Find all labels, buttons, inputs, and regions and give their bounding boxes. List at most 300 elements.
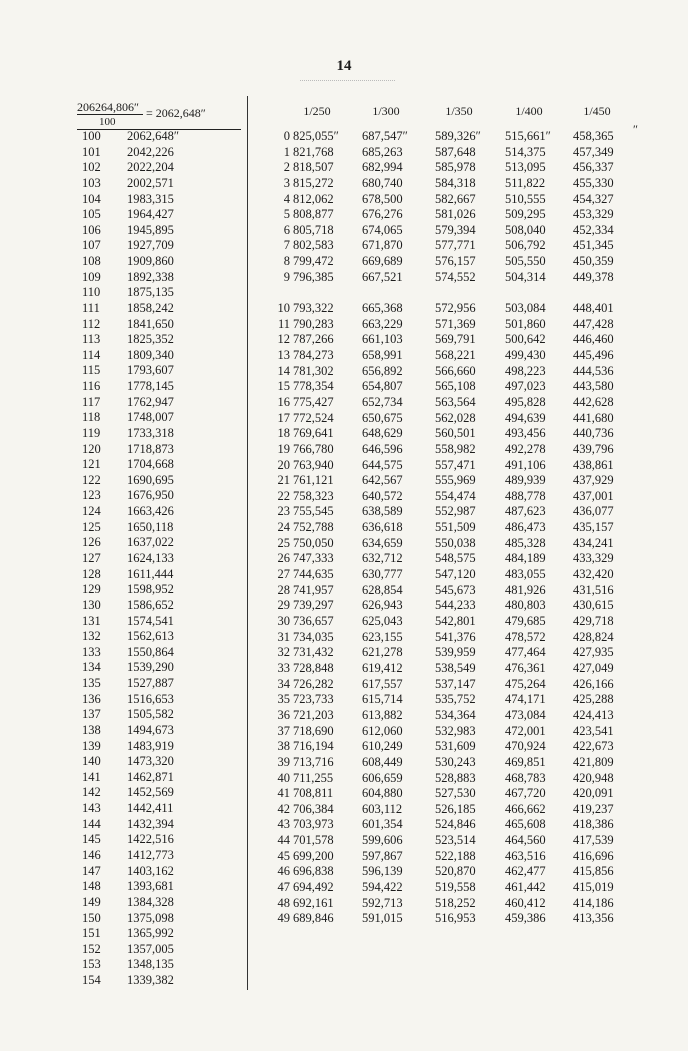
value-1-400: 501,860 [505, 316, 546, 331]
value-1-300: 594,422 [362, 880, 403, 894]
row-argument: 144 [82, 816, 101, 831]
divisor-result: = 2062,648″ [146, 106, 206, 120]
value-1-300: 676,276 [362, 207, 403, 222]
value-1-350: 538,549 [435, 660, 476, 675]
value-1-250: 787,266 [293, 332, 334, 347]
row-index: 35 [277, 692, 290, 707]
value-1-300: 667,521 [362, 269, 403, 284]
row-value: 1539,290 [127, 660, 174, 675]
value-1-400: 480,803 [505, 598, 546, 613]
row-index: 5 [283, 207, 290, 222]
value-1-350: 587,648 [435, 144, 476, 159]
value-1-300: 599,606 [362, 833, 403, 848]
row-argument: 149 [82, 894, 101, 909]
value-1-300: 669,689 [362, 254, 403, 269]
value-1-450: 427,935 [573, 645, 614, 660]
value-1-300: 608,449 [362, 754, 403, 769]
value-1-350: 577,771 [435, 238, 476, 253]
row-index: 36 [277, 707, 290, 722]
row-value: 1574,541 [127, 613, 174, 628]
value-1-400: 491,106 [505, 457, 546, 472]
column-header-5: 1/450 [583, 104, 611, 118]
row-argument: 117 [82, 394, 101, 409]
value-1-450: 429,718 [573, 614, 614, 629]
row-value: 1704,668 [127, 457, 174, 472]
row-argument: 127 [82, 551, 101, 565]
row-index: 30 [277, 614, 290, 629]
value-1-450: 435,157 [573, 520, 614, 535]
value-1-400: 475,264 [505, 676, 546, 691]
value-1-350: 563,564 [435, 394, 476, 409]
value-1-250: 755,545 [293, 504, 334, 519]
value-1-450: 432,420 [573, 567, 614, 581]
value-1-450: 415,856 [573, 864, 614, 879]
value-1-400: 474,171 [505, 692, 546, 707]
row-argument: 111 [82, 300, 100, 315]
value-1-250: 805,718 [293, 222, 334, 237]
row-argument: 136 [82, 691, 101, 706]
value-1-350: 528,883 [435, 770, 476, 785]
row-value: 1690,695 [127, 472, 174, 487]
row-argument: 122 [82, 472, 101, 487]
value-1-400: 481,926 [505, 582, 546, 597]
value-1-400: 479,685 [505, 614, 546, 629]
value-1-450: 448,401 [573, 301, 614, 316]
value-1-300: 625,043 [362, 614, 403, 629]
row-argument: 103 [82, 175, 101, 190]
value-1-350: 572,956 [435, 301, 476, 316]
value-1-400: 506,792 [505, 238, 546, 253]
value-1-450: 413,356 [573, 911, 614, 926]
seconds-mark: ″ [633, 122, 638, 136]
value-1-350: 544,233 [435, 598, 476, 613]
value-1-350: 557,471 [435, 457, 476, 472]
row-argument: 110 [82, 285, 101, 300]
row-index: 34 [277, 676, 290, 691]
row-argument: 128 [82, 566, 101, 581]
row-value: 1375,098 [127, 910, 174, 925]
value-1-300: 613,882 [362, 707, 403, 722]
value-1-400: 505,550 [505, 254, 546, 269]
value-1-400: 510,555 [505, 191, 546, 206]
value-1-350: 537,147 [435, 676, 476, 691]
value-1-300: 597,867 [362, 848, 403, 863]
row-argument: 108 [82, 254, 101, 269]
row-argument: 118 [82, 410, 101, 425]
row-index: 16 [277, 394, 290, 409]
value-1-350: 535,752 [435, 692, 476, 707]
value-1-400: 499,430 [505, 347, 546, 362]
value-1-450: 420,091 [573, 786, 614, 801]
page-number: 14 [336, 58, 352, 74]
value-1-250: 772,524 [293, 410, 334, 425]
value-1-450: 438,861 [573, 457, 614, 472]
column-separator [247, 96, 248, 990]
value-1-350: 574,552 [435, 269, 476, 284]
value-1-400: 465,608 [505, 817, 546, 832]
value-1-250: 726,282 [293, 676, 334, 691]
row-value: 2042,226 [127, 144, 174, 159]
row-value: 1945,895 [127, 222, 174, 237]
value-1-250: 790,283 [293, 316, 334, 331]
value-1-400: 463,516 [505, 848, 546, 863]
row-index: 43 [277, 817, 290, 832]
row-argument: 139 [82, 738, 101, 753]
value-1-450: 457,349 [573, 144, 614, 159]
row-value: 1964,427 [127, 207, 174, 222]
value-1-450: 458,365 [573, 129, 614, 143]
row-index: 48 [277, 895, 290, 910]
value-1-350: 531,609 [435, 739, 476, 754]
value-1-250: 716,194 [293, 739, 334, 754]
value-1-300: 656,892 [362, 363, 403, 378]
row-index: 26 [277, 551, 290, 566]
value-1-250: 802,583 [293, 238, 334, 253]
row-argument: 112 [82, 316, 101, 331]
value-1-450: 451,345 [573, 238, 614, 253]
value-1-450: 447,428 [573, 316, 614, 331]
value-1-250: 689,846 [293, 911, 334, 926]
value-1-350: 569,791 [435, 332, 476, 347]
row-argument: 116 [82, 379, 101, 394]
value-1-350: 568,221 [435, 347, 476, 362]
value-1-400: 509,295 [505, 207, 546, 222]
value-1-400: 513,095 [505, 160, 546, 175]
value-1-350: 585,978 [435, 160, 476, 175]
row-value: 2002,571 [127, 175, 174, 190]
row-index: 8 [283, 254, 290, 269]
row-value: 1494,673 [127, 722, 174, 737]
value-1-300: 610,249 [362, 739, 403, 754]
row-argument: 133 [82, 644, 101, 659]
row-argument: 129 [82, 582, 101, 597]
fraction-bar [77, 114, 143, 115]
row-index: 23 [277, 504, 290, 519]
value-1-250: 739,297 [293, 598, 334, 613]
value-1-300: 619,412 [362, 660, 403, 675]
row-value: 1357,005 [127, 941, 174, 956]
row-index: 27 [277, 567, 290, 581]
value-1-400: 478,572 [505, 629, 546, 644]
row-index: 18 [277, 426, 290, 441]
row-index: 7 [283, 238, 290, 253]
value-1-300: 661,103 [362, 332, 403, 347]
value-1-400: 515,661″ [505, 129, 551, 143]
value-1-250: 799,472 [293, 254, 334, 269]
row-value: 1733,318 [127, 425, 174, 440]
row-argument: 142 [82, 785, 101, 800]
row-value: 1365,992 [127, 926, 174, 941]
value-1-350: 589,326″ [435, 129, 481, 143]
value-1-400: 485,328 [505, 535, 546, 550]
value-1-400: 494,639 [505, 410, 546, 425]
value-1-350: 571,369 [435, 316, 476, 331]
column-header-2: 1/300 [372, 104, 400, 118]
value-1-250: 699,200 [293, 848, 334, 863]
value-1-250: 815,272 [293, 175, 334, 190]
value-1-250: 721,203 [293, 707, 334, 722]
column-header-3: 1/350 [445, 104, 473, 118]
row-value: 1762,947 [127, 394, 174, 409]
value-1-300: 603,112 [362, 801, 403, 816]
value-1-300: 638,589 [362, 504, 403, 519]
row-index: 32 [277, 645, 290, 660]
value-1-400: 493,456 [505, 426, 546, 441]
row-argument: 114 [82, 347, 101, 362]
row-argument: 141 [82, 769, 101, 784]
value-1-250: 747,333 [293, 551, 334, 566]
value-1-450: 422,673 [573, 739, 614, 754]
value-1-450: 426,166 [573, 676, 614, 691]
row-value: 1586,652 [127, 597, 174, 612]
value-1-250: 821,768 [293, 144, 334, 159]
row-value: 1339,382 [127, 973, 174, 988]
value-1-400: 464,560 [505, 833, 546, 848]
row-argument: 131 [82, 613, 101, 628]
row-value: 1909,860 [127, 254, 174, 269]
value-1-350: 520,870 [435, 864, 476, 879]
value-1-250: 781,302 [293, 363, 334, 378]
value-1-250: 750,050 [293, 535, 334, 550]
row-value: 1676,950 [127, 488, 174, 503]
value-1-250: 708,811 [293, 786, 334, 801]
row-argument: 120 [82, 441, 101, 456]
divisor-numerator: 206264,806″ [77, 100, 139, 114]
value-1-350: 545,673 [435, 582, 476, 597]
row-index: 28 [277, 582, 290, 597]
value-1-300: 680,740 [362, 175, 403, 190]
row-value: 1550,864 [127, 644, 174, 659]
value-1-300: 678,500 [362, 191, 403, 206]
row-argument: 105 [82, 207, 101, 222]
value-1-300: 640,572 [362, 488, 403, 503]
value-1-250: 741,957 [293, 582, 334, 597]
row-index: 22 [277, 488, 290, 503]
row-index: 49 [277, 911, 290, 926]
value-1-300: 621,278 [362, 645, 403, 660]
row-argument: 102 [82, 160, 101, 175]
value-1-300: 648,629 [362, 426, 403, 441]
value-1-300: 623,155 [362, 629, 403, 644]
row-value: 2022,204 [127, 160, 174, 175]
row-index: 33 [277, 660, 290, 675]
value-1-250: 692,161 [293, 895, 334, 910]
value-1-250: 763,940 [293, 457, 334, 472]
value-1-400: 476,361 [505, 660, 546, 675]
value-1-300: 642,567 [362, 473, 403, 488]
value-1-250: 784,273 [293, 347, 334, 362]
row-index: 2 [283, 160, 290, 175]
value-1-400: 497,023 [505, 379, 546, 394]
value-1-400: 461,442 [505, 880, 546, 894]
divider [300, 80, 395, 81]
value-1-300: 650,675 [362, 410, 403, 425]
column-header-4: 1/400 [515, 104, 543, 118]
value-1-450: 445,496 [573, 347, 614, 362]
row-argument: 113 [82, 332, 101, 347]
value-1-250: 796,385 [293, 269, 334, 284]
value-1-400: 469,851 [505, 754, 546, 769]
value-1-400: 466,662 [505, 801, 546, 816]
row-value: 1384,328 [127, 894, 174, 909]
value-1-300: 652,734 [362, 394, 403, 409]
row-value: 1432,394 [127, 816, 174, 831]
row-value: 1483,919 [127, 738, 174, 753]
value-1-400: 484,189 [505, 551, 546, 566]
value-1-250: 808,877 [293, 207, 334, 222]
value-1-400: 468,783 [505, 770, 546, 785]
value-1-350: 524,846 [435, 817, 476, 832]
row-argument: 152 [82, 941, 101, 956]
value-1-350: 554,474 [435, 488, 476, 503]
value-1-350: 519,558 [435, 880, 476, 894]
row-index: 38 [277, 739, 290, 754]
row-argument: 151 [82, 926, 101, 941]
row-value: 1637,022 [127, 535, 174, 550]
row-value: 1452,569 [127, 785, 174, 800]
row-index: 25 [277, 535, 290, 550]
value-1-300: 615,714 [362, 692, 403, 707]
row-index: 9 [283, 269, 290, 284]
value-1-300: 687,547″ [362, 129, 408, 143]
row-value: 1650,118 [127, 519, 174, 534]
value-1-450: 415,019 [573, 880, 614, 894]
row-argument: 107 [82, 238, 101, 253]
value-1-450: 441,680 [573, 410, 614, 425]
value-1-400: 472,001 [505, 723, 546, 738]
value-1-250: 752,788 [293, 520, 334, 535]
row-index: 31 [277, 629, 290, 644]
value-1-400: 489,939 [505, 473, 546, 488]
value-1-400: 511,822 [505, 175, 546, 190]
row-argument: 148 [82, 879, 101, 894]
row-index: 14 [277, 363, 290, 378]
value-1-250: 694,492 [293, 880, 334, 894]
value-1-400: 459,386 [505, 911, 546, 926]
row-value: 1422,516 [127, 832, 174, 847]
row-value: 1611,444 [127, 566, 174, 581]
value-1-450: 446,460 [573, 332, 614, 347]
row-argument: 137 [82, 707, 101, 722]
value-1-450: 453,329 [573, 207, 614, 222]
value-1-450: 430,615 [573, 598, 614, 613]
value-1-300: 671,870 [362, 238, 403, 253]
row-index: 3 [283, 175, 290, 190]
row-index: 29 [277, 598, 290, 613]
value-1-450: 417,539 [573, 833, 614, 848]
value-1-450: 427,049 [573, 660, 614, 675]
row-value: 1841,650 [127, 316, 174, 331]
row-value: 1892,338 [127, 269, 174, 284]
row-value: 1927,709 [127, 238, 174, 253]
value-1-350: 541,376 [435, 629, 476, 644]
value-1-400: 483,055 [505, 567, 546, 581]
row-index: 19 [277, 441, 290, 456]
value-1-250: 706,384 [293, 801, 334, 816]
value-1-350: 523,514 [435, 833, 476, 848]
value-1-350: 558,982 [435, 441, 476, 456]
value-1-300: 685,263 [362, 144, 403, 159]
value-1-400: 486,473 [505, 520, 546, 535]
value-1-400: 508,040 [505, 222, 546, 237]
value-1-350: 555,969 [435, 473, 476, 488]
value-1-350: 516,953 [435, 911, 476, 926]
value-1-450: 439,796 [573, 441, 614, 456]
row-argument: 119 [82, 425, 101, 440]
row-value: 1348,135 [127, 957, 174, 972]
value-1-450: 428,824 [573, 629, 614, 644]
value-1-450: 443,580 [573, 379, 614, 394]
value-1-350: 518,252 [435, 895, 476, 910]
value-1-400: 473,084 [505, 707, 546, 722]
row-value: 1793,607 [127, 363, 174, 378]
value-1-350: 566,660 [435, 363, 476, 378]
row-argument: 132 [82, 629, 101, 644]
value-1-250: 734,035 [293, 629, 334, 644]
value-1-300: 646,596 [362, 441, 403, 456]
value-1-450: 450,359 [573, 254, 614, 269]
row-argument: 106 [82, 222, 101, 237]
row-value: 1516,653 [127, 691, 174, 706]
divisor-denominator: 100 [99, 116, 116, 128]
value-1-300: 634,659 [362, 535, 403, 550]
value-1-450: 456,337 [573, 160, 614, 175]
value-1-300: 592,713 [362, 895, 403, 910]
row-value: 1663,426 [127, 504, 174, 519]
row-value: 2062,648″ [127, 129, 180, 143]
row-value: 1442,411 [127, 801, 174, 816]
value-1-450: 425,288 [573, 692, 614, 707]
value-1-300: 604,880 [362, 786, 403, 801]
row-index: 47 [277, 880, 290, 894]
row-index: 0 [283, 129, 290, 143]
row-value: 1809,340 [127, 347, 174, 362]
value-1-450: 452,334 [573, 222, 614, 237]
value-1-250: 825,055″ [293, 129, 339, 143]
row-argument: 123 [82, 488, 101, 503]
value-1-450: 440,736 [573, 426, 614, 441]
row-argument: 146 [82, 847, 101, 862]
value-1-250: 761,121 [293, 473, 334, 488]
value-1-300: 591,015 [362, 911, 403, 926]
row-index: 39 [277, 754, 290, 769]
value-1-250: 758,323 [293, 488, 334, 503]
row-index: 17 [277, 410, 290, 425]
value-1-450: 416,696 [573, 848, 614, 863]
value-1-250: 818,507 [293, 160, 334, 175]
row-value: 1858,242 [127, 300, 174, 315]
row-value: 1562,613 [127, 629, 174, 644]
row-argument: 115 [82, 363, 101, 378]
value-1-450: 434,241 [573, 535, 614, 550]
value-1-250: 793,322 [293, 301, 334, 316]
value-1-400: 514,375 [505, 144, 546, 159]
row-index: 11 [277, 316, 290, 331]
column-header-1: 1/250 [303, 104, 331, 118]
row-argument: 140 [82, 754, 101, 769]
row-index: 44 [277, 833, 290, 848]
row-index: 4 [283, 191, 290, 206]
value-1-250: 711,255 [293, 770, 334, 785]
value-1-450: 454,327 [573, 191, 614, 206]
value-1-250: 744,635 [293, 567, 334, 581]
value-1-350: 547,120 [435, 567, 476, 581]
value-1-400: 492,278 [505, 441, 546, 456]
value-1-350: 550,038 [435, 535, 476, 550]
value-1-350: 522,188 [435, 848, 476, 863]
value-1-400: 487,623 [505, 504, 546, 519]
row-index: 10 [277, 301, 290, 316]
